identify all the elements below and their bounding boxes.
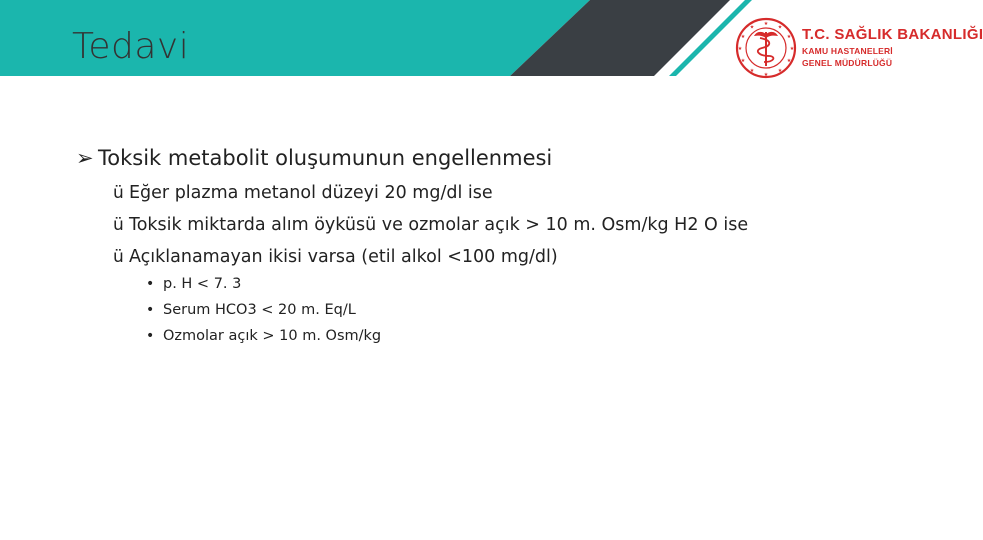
bullet-text: Serum HCO3 < 20 m. Eq/L — [163, 302, 356, 318]
svg-text:★: ★ — [749, 68, 755, 74]
bullet-level-3 — [146, 276, 241, 292]
dot-bullet-icon: • — [146, 328, 155, 344]
svg-text:★: ★ — [777, 24, 783, 31]
bullet-level-2 — [113, 247, 558, 267]
dot-bullet-icon: • — [146, 302, 155, 318]
svg-text:★: ★ — [777, 68, 783, 74]
checkmark-bullet-icon: ü — [113, 247, 124, 267]
bullet-text: Ozmolar açık > 10 m. Osm/kg — [163, 328, 382, 344]
bullet-level-2 — [113, 183, 493, 203]
logo-text — [802, 26, 983, 69]
ministry-logo — [730, 14, 983, 82]
ministry-emblem-icon — [734, 16, 798, 80]
svg-text:★: ★ — [786, 34, 792, 40]
slide-title: Tedavi — [72, 26, 190, 67]
logo-subtitle-2: GENEL MÜDÜRLÜĞÜ — [802, 58, 893, 68]
svg-text:★: ★ — [763, 72, 769, 78]
bullet-level-1 — [76, 146, 552, 170]
bullet-level-2 — [113, 215, 748, 235]
svg-text:★: ★ — [786, 58, 792, 64]
svg-text:★: ★ — [737, 46, 743, 52]
bullet-text: p. H < 7. 3 — [163, 276, 242, 292]
bullet-level-3 — [146, 302, 356, 318]
bullet-text: Açıklanamayan ikisi varsa (etil alkol <100 mg/dl) — [129, 247, 558, 267]
bullet-text: Toksik metabolit oluşumunun engellenmesi — [98, 146, 553, 170]
svg-text:★: ★ — [740, 34, 746, 40]
bullet-text: Toksik miktarda alım öyküsü ve ozmolar açık > 10 m. Osm/kg H2 O ise — [129, 215, 749, 235]
svg-text:★: ★ — [749, 24, 755, 31]
svg-text:★: ★ — [763, 21, 769, 27]
arrow-bullet-icon: ➢ — [76, 146, 94, 170]
dot-bullet-icon: • — [146, 276, 155, 292]
checkmark-bullet-icon: ü — [113, 215, 124, 235]
svg-text:★: ★ — [740, 58, 746, 64]
svg-text:★: ★ — [789, 46, 795, 52]
bullet-level-3 — [146, 328, 381, 344]
bullet-text: Eğer plazma metanol düzeyi 20 mg/dl ise — [129, 183, 493, 203]
logo-subtitle-1: KAMU HASTANELERİ — [802, 46, 893, 56]
checkmark-bullet-icon: ü — [113, 183, 124, 203]
logo-ministry-name: T.C. SAĞLIK BAKANLIĞI — [802, 26, 983, 43]
